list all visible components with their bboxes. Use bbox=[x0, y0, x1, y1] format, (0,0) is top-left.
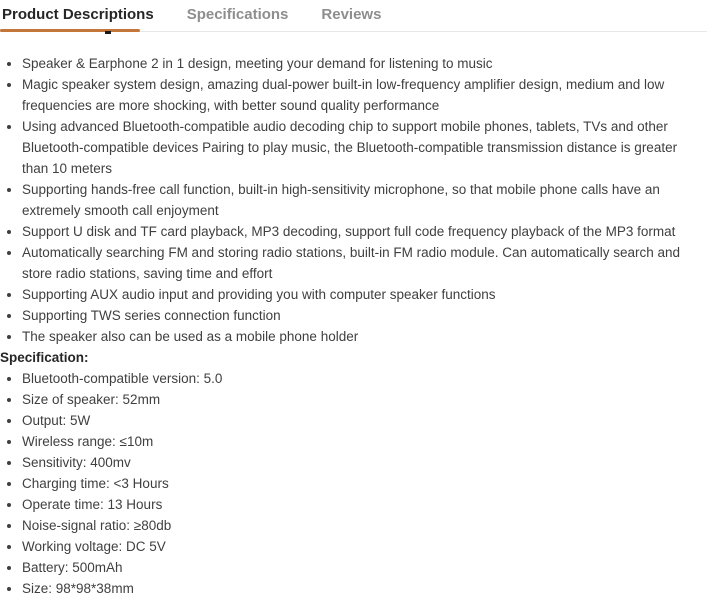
spec-item: • Charging time: <3 Hours bbox=[22, 473, 707, 494]
feature-item: • Automatically searching FM and storing radio stations, built-in FM radio module. Can automatically search and store radio stations, saving time and effort bbox=[22, 242, 707, 284]
tab-product-descriptions[interactable]: Product Descriptions bbox=[2, 6, 154, 23]
spec-item: • Working voltage: DC 5V bbox=[22, 536, 707, 557]
feature-item: • Supporting AUX audio input and providing you with computer speaker functions bbox=[22, 284, 707, 305]
active-tab-underline bbox=[0, 29, 140, 32]
tab-reviews[interactable]: Reviews bbox=[321, 6, 382, 23]
tab-list bbox=[0, 0, 707, 23]
tab-specifications[interactable]: Specifications bbox=[186, 6, 289, 23]
product-description-panel bbox=[0, 32, 707, 599]
feature-item: • Speaker & Earphone 2 in 1 design, meeting your demand for listening to music bbox=[22, 53, 707, 74]
spec-item: • Size of speaker: 52mm bbox=[22, 389, 707, 410]
feature-item: • Magic speaker system design, amazing dual-power built-in low-frequency amplifier design, medium and low frequencies are more shocking, with better sound quality performance bbox=[22, 74, 707, 116]
spec-item: • Operate time: 13 Hours bbox=[22, 494, 707, 515]
spec-item: • Noise-signal ratio: ≥80db bbox=[22, 515, 707, 536]
spec-item: • Bluetooth-compatible version: 5.0 bbox=[22, 368, 707, 389]
feature-item: • Using advanced Bluetooth-compatible audio decoding chip to support mobile phones, tablets, TVs and other Bluetooth-compatible devices Pairing to play music, the Bluetooth-compatible transmission distance is greater than 10 meters bbox=[22, 116, 707, 179]
spec-item: • Sensitivity: 400mv bbox=[22, 452, 707, 473]
clipped-text-artifact bbox=[105, 31, 111, 34]
features-list bbox=[0, 53, 707, 347]
feature-item: • Support U disk and TF card playback, MP3 decoding, support full code frequency playback of the MP3 format bbox=[22, 221, 707, 242]
spec-item: • Size: 98*98*38mm bbox=[22, 578, 707, 599]
feature-item: • The speaker also can be used as a mobile phone holder bbox=[22, 326, 707, 347]
spec-item: • Battery: 500mAh bbox=[22, 557, 707, 578]
spec-heading: Specification: bbox=[0, 350, 89, 365]
tab-bar bbox=[0, 0, 707, 32]
feature-item: • Supporting hands-free call function, built-in high-sensitivity microphone, so that mobile phone calls have an extremely smooth call enjoyment bbox=[22, 179, 707, 221]
spec-item: • Output: 5W bbox=[22, 410, 707, 431]
feature-item: • Supporting TWS series connection function bbox=[22, 305, 707, 326]
spec-item: • Wireless range: ≤10m bbox=[22, 431, 707, 452]
specs-list bbox=[0, 368, 707, 599]
